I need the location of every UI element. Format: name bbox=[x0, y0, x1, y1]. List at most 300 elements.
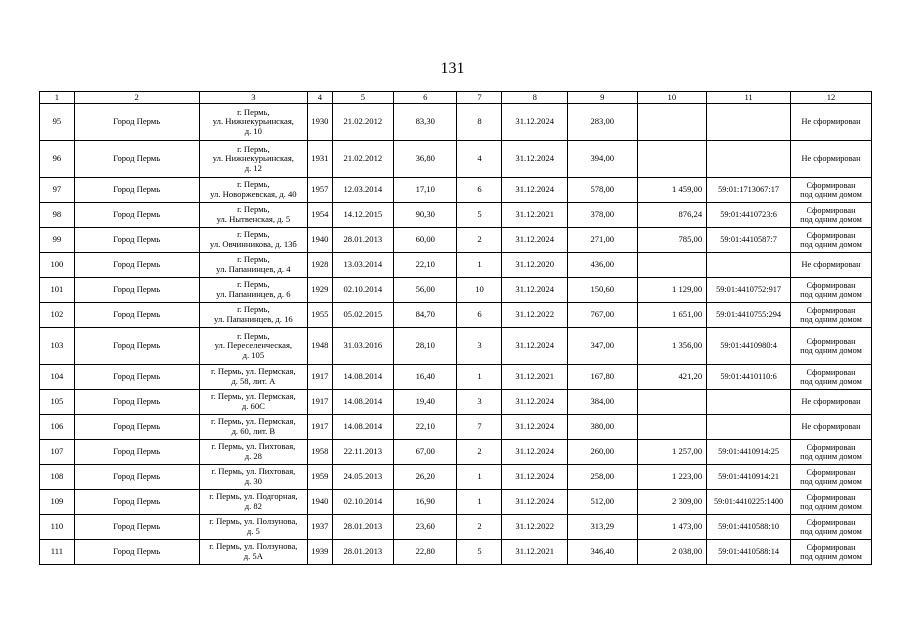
deadline-cell: 31.12.2021 bbox=[502, 203, 567, 228]
cadastre-cell: 59:01:4410587:7 bbox=[707, 228, 791, 253]
col10-cell: 2 038,00 bbox=[637, 540, 707, 565]
row-number: 98 bbox=[40, 203, 75, 228]
land-area-cell: 283,00 bbox=[567, 104, 637, 141]
area-cell: 22,10 bbox=[394, 415, 457, 440]
row-number: 95 bbox=[40, 104, 75, 141]
land-area-cell: 378,00 bbox=[567, 203, 637, 228]
cadastre-cell: 59:01:4410755:294 bbox=[707, 303, 791, 328]
address-cell bbox=[199, 303, 307, 328]
municipality-cell: Город Пермь bbox=[74, 253, 199, 278]
address-cell-line: г. Пермь, bbox=[237, 254, 270, 265]
address-cell-line: д. 60, лит. В bbox=[231, 426, 276, 436]
column-header: 10 bbox=[637, 92, 707, 104]
cadastre-cell: 59:01:4410914:21 bbox=[707, 465, 791, 490]
deadline-cell: 31.12.2024 bbox=[502, 465, 567, 490]
column-header: 11 bbox=[707, 92, 791, 104]
col10-cell: 1 651,00 bbox=[637, 303, 707, 328]
status-cell-line: Сформирован bbox=[806, 542, 856, 552]
year-cell: 1958 bbox=[308, 440, 333, 465]
row-number: 110 bbox=[40, 515, 75, 540]
column-header: 2 bbox=[74, 92, 199, 104]
address-cell-line: г. Пермь, ул. Пермская, bbox=[211, 366, 296, 377]
address-cell bbox=[199, 415, 307, 440]
deadline-cell: 31.12.2021 bbox=[502, 540, 567, 565]
status-cell-line: Сформирован bbox=[806, 280, 856, 290]
status-cell bbox=[791, 203, 872, 228]
year-cell: 1917 bbox=[308, 390, 333, 415]
year-cell: 1959 bbox=[308, 465, 333, 490]
deadline-cell: 31.12.2024 bbox=[502, 178, 567, 203]
residents-cell: 3 bbox=[457, 390, 502, 415]
area-cell: 28,10 bbox=[394, 328, 457, 365]
cadastre-cell: 59:01:1713067:17 bbox=[707, 178, 791, 203]
municipality-cell: Город Пермь bbox=[74, 278, 199, 303]
date-cell: 31.03.2016 bbox=[332, 328, 393, 365]
address-cell bbox=[199, 515, 307, 540]
cadastre-cell bbox=[707, 390, 791, 415]
column-header: 1 bbox=[40, 92, 75, 104]
residents-cell: 7 bbox=[457, 415, 502, 440]
area-cell: 36,80 bbox=[394, 141, 457, 178]
area-cell: 90,30 bbox=[394, 203, 457, 228]
land-area-cell: 578,00 bbox=[567, 178, 637, 203]
cadastre-cell: 59:01:4410110:6 bbox=[707, 365, 791, 390]
area-cell: 83,30 bbox=[394, 104, 457, 141]
row-number: 99 bbox=[40, 228, 75, 253]
status-cell-line: Не сформирован bbox=[801, 397, 861, 407]
municipality-cell: Город Пермь bbox=[74, 328, 199, 365]
deadline-cell: 31.12.2024 bbox=[502, 328, 567, 365]
status-cell bbox=[791, 540, 872, 565]
date-cell: 12.03.2014 bbox=[332, 178, 393, 203]
address-cell-line: г. Пермь, ул. Подгорная, bbox=[209, 491, 298, 502]
date-cell: 24.05.2013 bbox=[332, 465, 393, 490]
row-number: 104 bbox=[40, 365, 75, 390]
row-number: 106 bbox=[40, 415, 75, 440]
area-cell: 16,90 bbox=[394, 490, 457, 515]
status-cell bbox=[791, 328, 872, 365]
land-area-cell: 512,00 bbox=[567, 490, 637, 515]
address-cell-line: г. Пермь, bbox=[237, 143, 270, 154]
deadline-cell: 31.12.2024 bbox=[502, 141, 567, 178]
table-row bbox=[40, 303, 872, 328]
date-cell: 22.11.2013 bbox=[332, 440, 393, 465]
cadastre-cell bbox=[707, 415, 791, 440]
area-cell: 22,80 bbox=[394, 540, 457, 565]
column-header: 9 bbox=[567, 92, 637, 104]
column-header: 7 bbox=[457, 92, 502, 104]
address-cell-line: ул. Нижнекурьинская, bbox=[212, 116, 294, 127]
date-cell: 28.01.2013 bbox=[332, 228, 393, 253]
col10-cell: 1 223,00 bbox=[637, 465, 707, 490]
status-cell-line: под одним домом bbox=[800, 315, 862, 324]
address-cell-line: г. Пермь, bbox=[237, 204, 270, 215]
col10-cell: 1 129,00 bbox=[637, 278, 707, 303]
table-row bbox=[40, 390, 872, 415]
address-cell-line: д. 10 bbox=[244, 125, 262, 136]
year-cell: 1954 bbox=[308, 203, 333, 228]
area-cell: 84,70 bbox=[394, 303, 457, 328]
land-area-cell: 394,00 bbox=[567, 141, 637, 178]
status-cell-line: под одним домом bbox=[800, 290, 862, 299]
address-cell-line: г. Пермь, ул. Ползунова, bbox=[209, 541, 298, 552]
date-cell: 02.10.2014 bbox=[332, 490, 393, 515]
page-number: 131 bbox=[440, 60, 465, 77]
table-row bbox=[40, 415, 872, 440]
cadastre-cell: 59:01:4410588:14 bbox=[707, 540, 791, 565]
residents-cell: 6 bbox=[457, 178, 502, 203]
row-number: 101 bbox=[40, 278, 75, 303]
address-cell-line: г. Пермь, bbox=[237, 304, 270, 315]
status-cell bbox=[791, 440, 872, 465]
year-cell: 1929 bbox=[308, 278, 333, 303]
address-cell bbox=[199, 490, 307, 515]
residents-cell: 2 bbox=[457, 228, 502, 253]
cadastre-cell: 59:01:4410914:25 bbox=[707, 440, 791, 465]
cadastre-cell bbox=[707, 253, 791, 278]
cadastre-cell: 59:01:4410723:6 bbox=[707, 203, 791, 228]
table-row bbox=[40, 365, 872, 390]
deadline-cell: 31.12.2024 bbox=[502, 228, 567, 253]
address-cell-line: ул. Нытвенская, д. 5 bbox=[216, 214, 291, 224]
address-cell-line: ул. Папанинцев, д. 16 bbox=[214, 314, 293, 324]
address-cell bbox=[199, 104, 307, 141]
residents-cell: 1 bbox=[457, 365, 502, 390]
residents-cell: 2 bbox=[457, 515, 502, 540]
col10-cell: 1 356,00 bbox=[637, 328, 707, 365]
status-cell bbox=[791, 141, 872, 178]
status-cell bbox=[791, 253, 872, 278]
municipality-cell: Город Пермь bbox=[74, 465, 199, 490]
col10-cell: 2 309,00 bbox=[637, 490, 707, 515]
col10-cell bbox=[637, 141, 707, 178]
address-cell-line: г. Пермь, bbox=[237, 330, 270, 341]
col10-cell: 1 257,00 bbox=[637, 440, 707, 465]
status-cell-line: под одним домом bbox=[800, 477, 862, 486]
deadline-cell: 31.12.2024 bbox=[502, 278, 567, 303]
address-cell-line: д. 105 bbox=[242, 349, 265, 360]
row-number: 107 bbox=[40, 440, 75, 465]
status-cell-line: Сформирован bbox=[806, 205, 856, 215]
year-cell: 1917 bbox=[308, 365, 333, 390]
col10-cell: 1 473,00 bbox=[637, 515, 707, 540]
date-cell: 28.01.2013 bbox=[332, 515, 393, 540]
status-cell bbox=[791, 490, 872, 515]
residents-cell: 2 bbox=[457, 440, 502, 465]
date-cell: 14.08.2014 bbox=[332, 390, 393, 415]
date-cell: 14.08.2014 bbox=[332, 415, 393, 440]
address-cell-line: д. 5А bbox=[243, 551, 263, 561]
status-cell-line: под одним домом bbox=[800, 377, 862, 386]
residents-cell: 1 bbox=[457, 253, 502, 278]
cadastre-cell: 59:01:4410980:4 bbox=[707, 328, 791, 365]
status-cell-line: Сформирован bbox=[806, 230, 856, 240]
land-area-cell: 150,60 bbox=[567, 278, 637, 303]
col10-cell: 876,24 bbox=[637, 203, 707, 228]
table-row bbox=[40, 203, 872, 228]
land-area-cell: 167,80 bbox=[567, 365, 637, 390]
land-area-cell: 346,40 bbox=[567, 540, 637, 565]
municipality-cell: Город Пермь bbox=[74, 178, 199, 203]
table-row bbox=[40, 490, 872, 515]
status-cell bbox=[791, 415, 872, 440]
table-row bbox=[40, 141, 872, 178]
municipality-cell: Город Пермь bbox=[74, 415, 199, 440]
year-cell: 1931 bbox=[308, 141, 333, 178]
date-cell: 28.01.2013 bbox=[332, 540, 393, 565]
status-cell-line: Сформирован bbox=[806, 336, 856, 346]
status-cell bbox=[791, 228, 872, 253]
col10-cell: 421,20 bbox=[637, 365, 707, 390]
status-cell-line: Сформирован bbox=[806, 367, 856, 377]
status-cell-line: Сформирован bbox=[806, 180, 856, 190]
column-header: 8 bbox=[502, 92, 567, 104]
deadline-cell: 31.12.2022 bbox=[502, 515, 567, 540]
address-cell bbox=[199, 203, 307, 228]
deadline-cell: 31.12.2024 bbox=[502, 440, 567, 465]
deadline-cell: 31.12.2024 bbox=[502, 490, 567, 515]
column-header: 12 bbox=[791, 92, 872, 104]
address-cell bbox=[199, 390, 307, 415]
area-cell: 22,10 bbox=[394, 253, 457, 278]
status-cell-line: под одним домом bbox=[800, 502, 862, 511]
status-cell-line: под одним домом bbox=[800, 452, 862, 461]
status-cell-line: под одним домом bbox=[800, 527, 862, 536]
year-cell: 1940 bbox=[308, 228, 333, 253]
address-cell-line: г. Пермь, ул. Пермская, bbox=[211, 391, 296, 402]
cadastre-cell: 59:01:4410225:1400 bbox=[707, 490, 791, 515]
year-cell: 1939 bbox=[308, 540, 333, 565]
address-cell-line: г. Пермь, bbox=[237, 279, 270, 290]
col10-cell: 785,00 bbox=[637, 228, 707, 253]
row-number: 109 bbox=[40, 490, 75, 515]
status-cell-line: под одним домом bbox=[800, 190, 862, 199]
status-cell bbox=[791, 515, 872, 540]
address-cell bbox=[199, 328, 307, 365]
land-area-cell: 271,00 bbox=[567, 228, 637, 253]
address-cell bbox=[199, 540, 307, 565]
row-number: 96 bbox=[40, 141, 75, 178]
row-number: 102 bbox=[40, 303, 75, 328]
status-cell bbox=[791, 390, 872, 415]
address-cell bbox=[199, 440, 307, 465]
year-cell: 1955 bbox=[308, 303, 333, 328]
table-row bbox=[40, 540, 872, 565]
year-cell: 1957 bbox=[308, 178, 333, 203]
status-cell-line: Сформирован bbox=[806, 492, 856, 502]
municipality-cell: Город Пермь bbox=[74, 365, 199, 390]
address-cell-line: г. Пермь, bbox=[237, 179, 270, 190]
deadline-cell: 31.12.2020 bbox=[502, 253, 567, 278]
header-row bbox=[40, 92, 872, 104]
column-header: 5 bbox=[332, 92, 393, 104]
date-cell: 21.02.2012 bbox=[332, 104, 393, 141]
area-cell: 67,00 bbox=[394, 440, 457, 465]
status-cell-line: Не сформирован bbox=[801, 154, 861, 164]
address-cell-line: г. Пермь, ул. Пихтовая, bbox=[211, 466, 296, 477]
address-cell-line: г. Пермь, ул. Пихтовая, bbox=[211, 441, 296, 452]
year-cell: 1948 bbox=[308, 328, 333, 365]
address-cell-line: г. Пермь, bbox=[237, 106, 270, 117]
deadline-cell: 31.12.2024 bbox=[502, 415, 567, 440]
area-cell: 26,20 bbox=[394, 465, 457, 490]
address-cell bbox=[199, 365, 307, 390]
cadastre-cell: 59:01:4410752:917 bbox=[707, 278, 791, 303]
status-cell bbox=[791, 278, 872, 303]
row-number: 105 bbox=[40, 390, 75, 415]
residents-cell: 4 bbox=[457, 141, 502, 178]
table-row bbox=[40, 253, 872, 278]
residents-cell: 6 bbox=[457, 303, 502, 328]
date-cell: 21.02.2012 bbox=[332, 141, 393, 178]
column-header: 3 bbox=[199, 92, 307, 104]
municipality-cell: Город Пермь bbox=[74, 540, 199, 565]
deadline-cell: 31.12.2021 bbox=[502, 365, 567, 390]
col10-cell bbox=[637, 390, 707, 415]
col10-cell bbox=[637, 104, 707, 141]
municipality-cell: Город Пермь bbox=[74, 440, 199, 465]
address-cell bbox=[199, 465, 307, 490]
status-cell-line: под одним домом bbox=[800, 240, 862, 249]
land-area-cell: 380,00 bbox=[567, 415, 637, 440]
status-cell-line: Не сформирован bbox=[801, 422, 861, 432]
address-cell-line: д. 82 bbox=[244, 501, 262, 511]
col10-cell bbox=[637, 415, 707, 440]
status-cell bbox=[791, 178, 872, 203]
address-cell bbox=[199, 141, 307, 178]
address-cell-line: д. 60С bbox=[241, 401, 265, 411]
table-row bbox=[40, 328, 872, 365]
land-area-cell: 260,00 bbox=[567, 440, 637, 465]
date-cell: 02.10.2014 bbox=[332, 278, 393, 303]
address-cell-line: г. Пермь, ул. Ползунова, bbox=[209, 516, 298, 527]
residents-cell: 10 bbox=[457, 278, 502, 303]
housing-registry-table bbox=[39, 91, 872, 565]
table-row bbox=[40, 515, 872, 540]
status-cell bbox=[791, 465, 872, 490]
area-cell: 16,40 bbox=[394, 365, 457, 390]
table-row bbox=[40, 104, 872, 141]
municipality-cell: Город Пермь bbox=[74, 203, 199, 228]
deadline-cell: 31.12.2022 bbox=[502, 303, 567, 328]
land-area-cell: 347,00 bbox=[567, 328, 637, 365]
status-cell-line: Не сформирован bbox=[801, 260, 861, 270]
table-row bbox=[40, 465, 872, 490]
address-cell-line: д. 58, лит. А bbox=[231, 376, 276, 386]
municipality-cell: Город Пермь bbox=[74, 515, 199, 540]
date-cell: 14.08.2014 bbox=[332, 365, 393, 390]
residents-cell: 8 bbox=[457, 104, 502, 141]
col10-cell bbox=[637, 253, 707, 278]
table-body bbox=[40, 104, 872, 565]
table-row bbox=[40, 278, 872, 303]
table-row bbox=[40, 178, 872, 203]
address-cell-line: г. Пермь, ул. Пермская, bbox=[211, 416, 296, 427]
status-cell-line: Сформирован bbox=[806, 517, 856, 527]
year-cell: 1937 bbox=[308, 515, 333, 540]
deadline-cell: 31.12.2024 bbox=[502, 390, 567, 415]
status-cell-line: под одним домом bbox=[800, 346, 862, 355]
municipality-cell: Город Пермь bbox=[74, 390, 199, 415]
year-cell: 1917 bbox=[308, 415, 333, 440]
status-cell-line: Сформирован bbox=[806, 442, 856, 452]
address-cell bbox=[199, 253, 307, 278]
table-row bbox=[40, 228, 872, 253]
column-header: 4 bbox=[308, 92, 333, 104]
residents-cell: 5 bbox=[457, 540, 502, 565]
address-cell-line: ул. Папанинцев, д. 4 bbox=[216, 264, 291, 274]
address-cell-line: д. 12 bbox=[244, 162, 262, 173]
area-cell: 56,00 bbox=[394, 278, 457, 303]
date-cell: 05.02.2015 bbox=[332, 303, 393, 328]
year-cell: 1930 bbox=[308, 104, 333, 141]
address-cell-line: г. Пермь, bbox=[237, 229, 270, 240]
column-header: 6 bbox=[394, 92, 457, 104]
row-number: 111 bbox=[40, 540, 75, 565]
year-cell: 1928 bbox=[308, 253, 333, 278]
status-cell-line: под одним домом bbox=[800, 215, 862, 224]
cadastre-cell bbox=[707, 141, 791, 178]
status-cell-line: Не сформирован bbox=[801, 117, 861, 127]
address-cell bbox=[199, 178, 307, 203]
status-cell bbox=[791, 104, 872, 141]
area-cell: 17,10 bbox=[394, 178, 457, 203]
land-area-cell: 384,00 bbox=[567, 390, 637, 415]
date-cell: 14.12.2015 bbox=[332, 203, 393, 228]
row-number: 103 bbox=[40, 328, 75, 365]
area-cell: 19,40 bbox=[394, 390, 457, 415]
row-number: 100 bbox=[40, 253, 75, 278]
address-cell bbox=[199, 278, 307, 303]
row-number: 97 bbox=[40, 178, 75, 203]
municipality-cell: Город Пермь bbox=[74, 228, 199, 253]
status-cell-line: Сформирован bbox=[806, 305, 856, 315]
residents-cell: 1 bbox=[457, 465, 502, 490]
table-header bbox=[40, 92, 872, 104]
address-cell-line: ул. Новоржевская, д. 40 bbox=[210, 189, 297, 199]
year-cell: 1940 bbox=[308, 490, 333, 515]
status-cell bbox=[791, 365, 872, 390]
address-cell-line: ул. Нижнекурьинская, bbox=[212, 153, 294, 164]
table-row bbox=[40, 440, 872, 465]
deadline-cell: 31.12.2024 bbox=[502, 104, 567, 141]
col10-cell: 1 459,00 bbox=[637, 178, 707, 203]
residents-cell: 5 bbox=[457, 203, 502, 228]
area-cell: 23,60 bbox=[394, 515, 457, 540]
land-area-cell: 313,29 bbox=[567, 515, 637, 540]
land-area-cell: 258,00 bbox=[567, 465, 637, 490]
status-cell-line: под одним домом bbox=[800, 552, 862, 561]
address-cell-line: ул. Папанинцев, д. 6 bbox=[216, 289, 291, 299]
row-number: 108 bbox=[40, 465, 75, 490]
address-cell-line: д. 5 bbox=[246, 526, 260, 536]
municipality-cell: Город Пермь bbox=[74, 104, 199, 141]
area-cell: 60,00 bbox=[394, 228, 457, 253]
land-area-cell: 436,00 bbox=[567, 253, 637, 278]
residents-cell: 1 bbox=[457, 490, 502, 515]
status-cell-line: Сформирован bbox=[806, 467, 856, 477]
date-cell: 13.03.2014 bbox=[332, 253, 393, 278]
address-cell-line: д. 30 bbox=[244, 476, 262, 486]
cadastre-cell bbox=[707, 104, 791, 141]
cadastre-cell: 59:01:4410588:10 bbox=[707, 515, 791, 540]
address-cell bbox=[199, 228, 307, 253]
municipality-cell: Город Пермь bbox=[74, 490, 199, 515]
municipality-cell: Город Пермь bbox=[74, 141, 199, 178]
residents-cell: 3 bbox=[457, 328, 502, 365]
land-area-cell: 767,00 bbox=[567, 303, 637, 328]
address-cell-line: д. 28 bbox=[244, 451, 262, 461]
